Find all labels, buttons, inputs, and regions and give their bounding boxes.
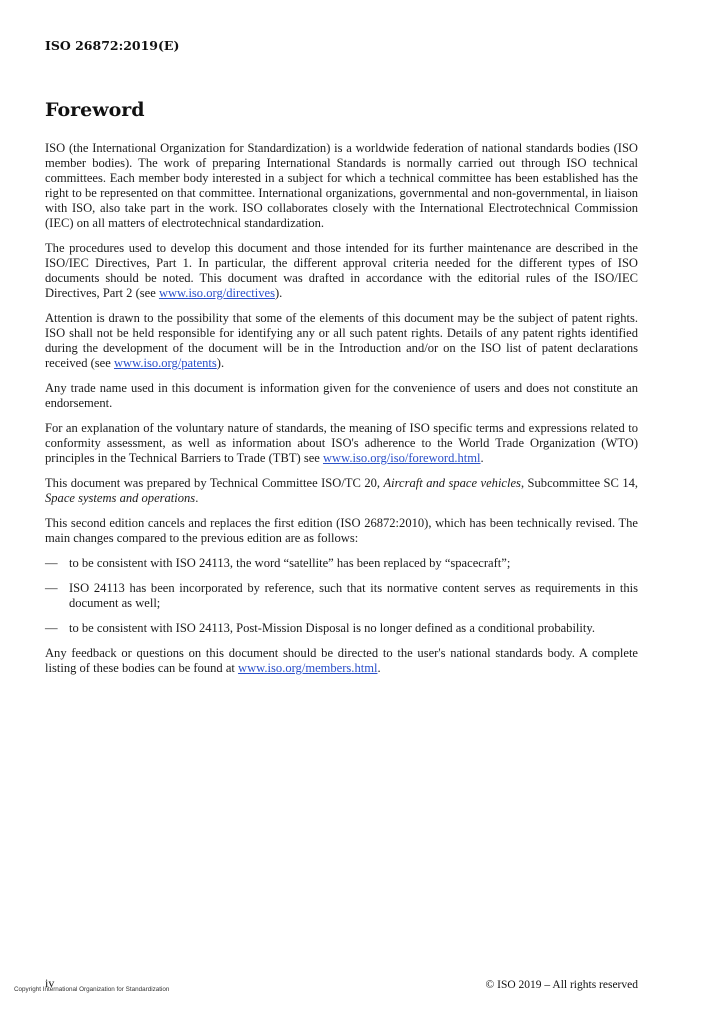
paragraph-text: Attention is drawn to the possibility that some of the elements of this document may be the subject of patent rights. ISO shall not be held responsible for identifying any or all such patent rights. Details of any patent rights identified during the development of the document will be in the Introduction and/or on the ISO list of patent declarations received (see xyxy=(45,311,638,370)
copyright-notice: © ISO 2019 – All rights reserved xyxy=(485,979,638,991)
paragraph-text: ). xyxy=(216,356,225,370)
paragraph-text: . xyxy=(480,451,484,465)
paragraph-trade-name: Any trade name used in this document is information given for the convenience of users and does not constitute an endorsement. xyxy=(45,381,638,410)
list-dash: — xyxy=(45,621,58,635)
patents-link[interactable]: www.iso.org/patents xyxy=(113,356,217,370)
paragraph-procedures xyxy=(45,241,638,301)
paragraph-text: For an explanation of the voluntary nature of standards, the meaning of ISO specific terms and expressions related to conformity assessment, as well as information about ISO's adherence to the World Trade Organization (WTO) principles in the Technical Barriers to Trade (TBT) see xyxy=(45,421,638,465)
list-item xyxy=(45,556,638,571)
foreword-link[interactable]: www.iso.org/iso/foreword.html xyxy=(322,451,481,465)
list-item-text: ISO 24113 has been incorporated by reference, such that its normative content serves as requirements in this document as well; xyxy=(69,581,638,610)
committee-name: Aircraft and space vehicles xyxy=(383,476,521,490)
paragraph-feedback xyxy=(45,646,638,676)
paragraph-text: This document was prepared by Technical Committee ISO/TC 20, xyxy=(45,476,384,490)
document-id: ISO 26872:2019(E) xyxy=(45,38,180,53)
page-number: iv xyxy=(45,976,55,990)
list-item-text: to be consistent with ISO 24113, Post-Mission Disposal is no longer defined as a conditional probability. xyxy=(69,621,595,635)
subcommittee-name: Space systems and operations xyxy=(45,491,196,505)
paragraph-committee xyxy=(45,476,638,506)
list-dash: — xyxy=(45,581,58,595)
paragraph-edition: This second edition cancels and replaces the first edition (ISO 26872:2010), which has been technically revised. The main changes compared to the previous edition are as follows: xyxy=(45,516,638,545)
paragraph-text: . xyxy=(377,661,381,675)
directives-link[interactable]: www.iso.org/directives xyxy=(158,286,275,300)
page-title: Foreword xyxy=(45,99,145,121)
paragraph-text: The procedures used to develop this document and those intended for its further maintenance are described in the ISO/IEC Directives, Part 1. In particular, the different approval criteria needed for the different types of ISO documents should be noted. This document was drafted in accordance with the editorial rules of the ISO/IEC Directives, Part 2 (see xyxy=(45,241,638,300)
paragraph-text: ). xyxy=(274,286,283,300)
paragraph-text: , Subcommittee SC 14, xyxy=(520,476,639,490)
paragraph-patents xyxy=(45,311,638,371)
paragraph-text: Any feedback or questions on this document should be directed to the user's national standards body. A complete listing of these bodies can be found at xyxy=(45,646,638,675)
list-item xyxy=(45,621,638,636)
paragraph-text: . xyxy=(195,491,199,505)
members-link[interactable]: www.iso.org/members.html xyxy=(238,661,378,675)
list-dash: — xyxy=(45,556,58,570)
foreword-body xyxy=(45,141,638,686)
paragraph-voluntary-nature xyxy=(45,421,638,466)
list-item-text: to be consistent with ISO 24113, the word “satellite” has been replaced by “spacecraft”; xyxy=(69,556,511,570)
paragraph-iso-intro: ISO (the International Organization for Standardization) is a worldwide federation of national standards bodies (ISO member bodies). The work of preparing International Standards is normally carried out through ISO technical committees. Each member body interested in a subject for which a technical committee has been established has the right to be represented on that committee. International organizations, governmental and non-governmental, in liaison with ISO, also take part in the work. ISO collaborates closely with the International Electrotechnical Commission (IEC) on all matters of electrotechnical standardization. xyxy=(45,141,638,230)
list-item xyxy=(45,581,638,611)
copyright-watermark: Copyright International Organization for Standardization xyxy=(14,986,170,993)
